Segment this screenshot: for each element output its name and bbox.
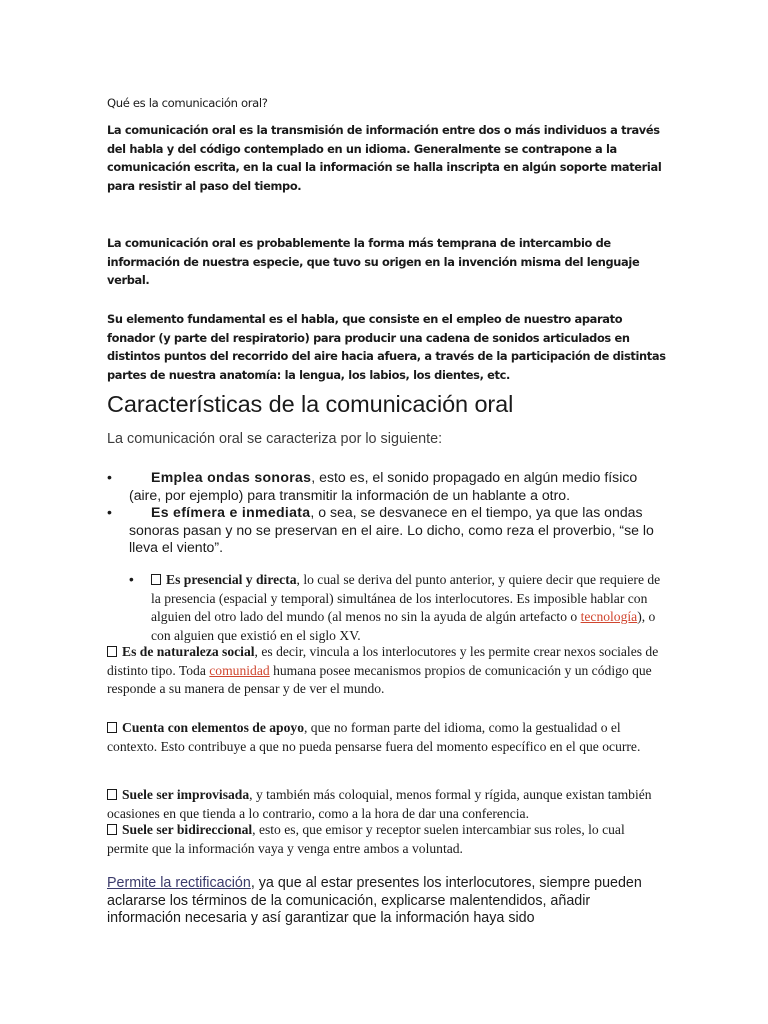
paragraph-text: , ya que al estar presentes los interlocutores, siempre pueden aclararse los términos de la comunicación, explicarse malentendidos, añadir información necesaria y así garantizar que la información haya sido [107, 875, 642, 927]
checkbox-glyph-icon [107, 722, 117, 733]
item-text: , esto es, que emisor y receptor suelen intercambiar sus roles, lo cual permite que la información vaya y venga entre ambos a voluntad. [107, 822, 625, 856]
item-naturaleza [107, 643, 667, 699]
paragraph-definition: La comunicación oral es la transmisión de información entre dos o más individuos a través del habla y del código contemplado en un idioma. Generalmente se contrapone a la comunicación escrita, en la cual la información se halla inscripta en algún soporte material para resistir al paso del tiempo. [107, 123, 662, 193]
item-text: , o sea, se desvanece en el tiempo, ya que las ondas sonoras pasan y no se preservan en el aire. Lo dicho, como reza el proverbio, “se lo lleva el viento”. [129, 504, 654, 556]
link-tecnologia[interactable]: tecnología [580, 609, 638, 624]
item-text: , lo cual se deriva del punto anterior, y quiere decir que requiere de la presencia (espacial y temporal) simultánea de los interlocutores. Es imposible hablar con alguien del otro lado del mundo (al menos no sin la ayuda de algún artefacto o [151, 572, 661, 624]
item-presencial [129, 571, 661, 645]
underlined-phrase: Permite la rectificación [107, 875, 251, 891]
paragraph-rectificacion [107, 875, 667, 928]
item-bold-label: Suele ser improvisada [122, 787, 250, 802]
characteristics-list [107, 469, 667, 557]
checkbox-glyph-icon [151, 574, 161, 585]
bullet-icon: • [107, 469, 112, 485]
bullet-icon: • [107, 504, 112, 521]
checkbox-glyph-icon [107, 646, 117, 657]
item-text: , esto es, el sonido propagado en algún medio físico (aire, por ejemplo) para transmitir la información de un hablante a otro. [129, 469, 638, 503]
bullet-icon: • [129, 572, 134, 587]
paragraph-origin: La comunicación oral es probablemente la forma más temprana de intercambio de información de nuestra especie, que tuvo su origen en la invención misma del lenguaje verbal. [107, 236, 640, 288]
item-bold-label: Es de naturaleza social [122, 644, 255, 659]
item-apoyo [107, 719, 667, 756]
item-bold-label: Cuenta con elementos de apoyo [122, 720, 304, 735]
checkbox-glyph-icon [107, 789, 117, 800]
item-bidireccional [107, 821, 667, 858]
item-text: ), o con alguien que existió en el siglo XV. [151, 609, 656, 643]
item-text: , es decir, vincula a los interlocutores y les permite crear nexos sociales de distinto tipo. Toda [107, 644, 659, 678]
paragraph-speech: Su elemento fundamental es el habla, que consiste en el empleo de nuestro aparato fonador (y parte del respiratorio) para producir una cadena de sonidos articulados en distintos puntos del recorrido del aire hacia afuera, a través de la participación de distintas partes de nuestra anatomía: la lengua, los labios, los dientes, etc. [107, 312, 666, 382]
question-title: Qué es la comunicación oral? [107, 96, 268, 110]
link-comunidad[interactable]: comunidad [209, 662, 270, 678]
item-bold-label: Emplea ondas sonoras [151, 469, 312, 485]
item-bold-label: Suele ser bidireccional [122, 822, 253, 837]
item-text: humana posee mecanismos propios de comunicación y un código que responde a su manera de pensar y de ver el mundo. [107, 662, 652, 696]
item-bold-label: Es efímera e inmediata [151, 504, 311, 521]
list-item [107, 469, 667, 504]
checkbox-glyph-icon [107, 824, 117, 835]
list-item [107, 504, 667, 557]
item-text: , y también más coloquial, menos formal y rígida, aunque existan también ocasiones en que tienda a lo contrario, como a la hora de dar una conferencia. [107, 787, 652, 821]
item-bold-label: Es presencial y directa [166, 572, 297, 587]
section-heading: Características de la comunicación oral [107, 391, 514, 417]
item-text: , que no forman parte del idioma, como la gestualidad o el contexto. Esto contribuye a que no pueda pensarse fuera del momento específico en el que ocurre. [107, 720, 641, 754]
item-improvisada [107, 786, 667, 823]
section-intro: La comunicación oral se caracteriza por lo siguiente: [107, 431, 443, 447]
